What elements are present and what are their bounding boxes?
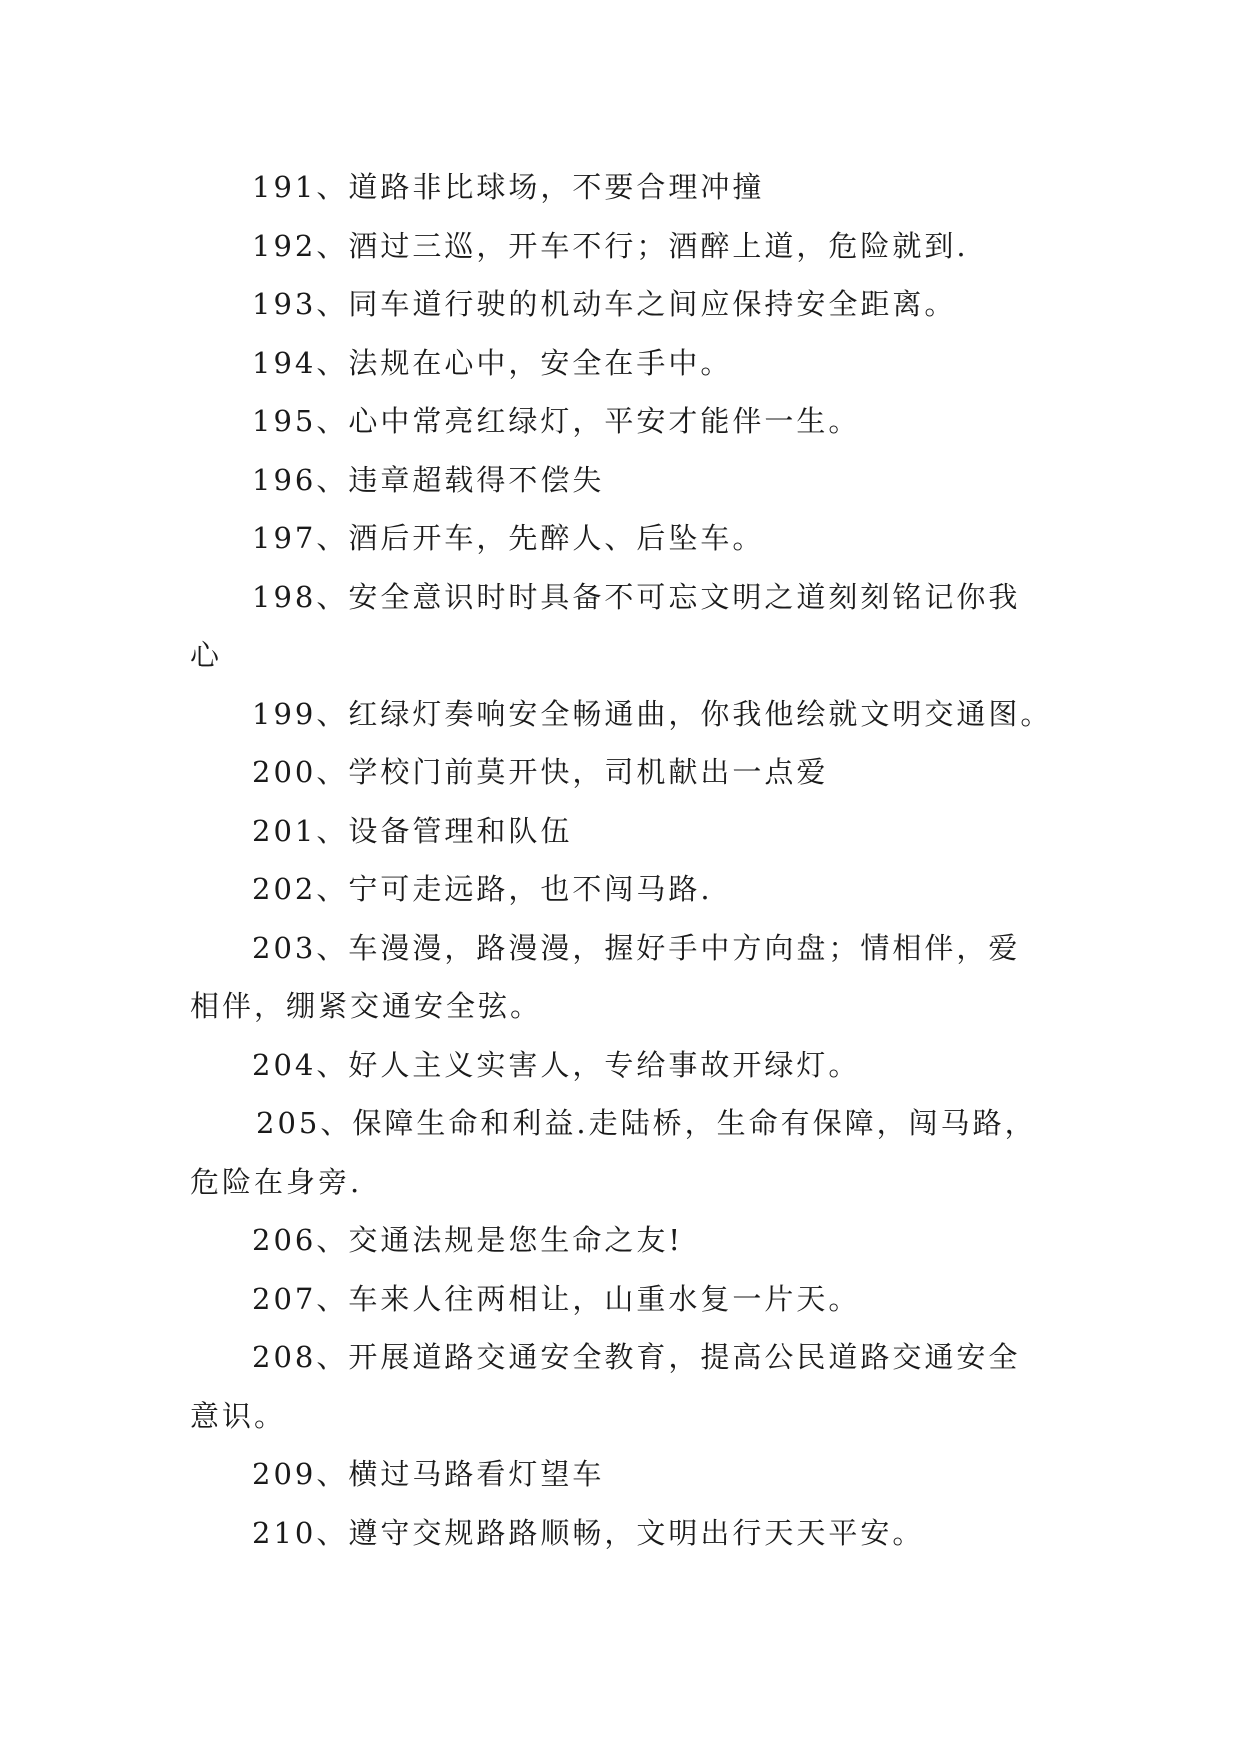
slogan-204: 204、好人主义实害人，专给事故开绿灯。 — [252, 1047, 861, 1082]
slogan-210: 210、遵守交规路路顺畅，文明出行天天平安。 — [252, 1515, 925, 1550]
slogan-202: 202、宁可走远路，也不闯马路. — [252, 872, 713, 906]
slogan-192: 192、酒过三巡，开车不行；酒醉上道，危险就到. — [252, 228, 969, 263]
slogan-203: 203、车漫漫，路漫漫，握好手中方向盘；情相伴，爱相伴，绷紧交通安全弦。 — [190, 930, 1021, 1023]
slogan-197: 197、酒后开车，先醉人、后坠车。 — [252, 521, 765, 555]
slogan-200: 200、学校门前莫开快，司机献出一点爱 — [252, 755, 829, 789]
slogan-199: 199、红绿灯奏响安全畅通曲，你我他绘就文明交通图。 — [252, 696, 1053, 731]
slogan-194: 194、法规在心中，安全在手中。 — [252, 345, 733, 380]
slogan-198: 198、安全意识时时具备不可忘文明之道刻刻铭记你我心 — [190, 579, 1021, 672]
slogan-193: 193、同车道行驶的机动车之间应保持安全距离。 — [252, 287, 957, 321]
slogan-196: 196、违章超载得不偿失 — [252, 462, 605, 497]
slogan-201: 201、设备管理和队伍 — [252, 813, 573, 848]
slogan-195: 195、心中常亮红绿灯，平安才能伴一生。 — [252, 404, 861, 438]
slogan-list — [190, 158, 1070, 1562]
slogan-191: 191、道路非比球场，不要合理冲撞 — [252, 170, 765, 204]
slogan-206: 206、交通法规是您生命之友! — [252, 1223, 684, 1257]
slogan-208: 208、开展道路交通安全教育，提高公民道路交通安全意识。 — [190, 1340, 1021, 1433]
slogan-207: 207、车来人往两相让，山重水复一片天。 — [252, 1281, 861, 1316]
slogan-209: 209、横过马路看灯望车 — [252, 1457, 605, 1491]
slogan-205: 205、保障生命和利益.走陆桥，生命有保障，闯马路，危险在身旁. — [190, 1106, 1037, 1199]
